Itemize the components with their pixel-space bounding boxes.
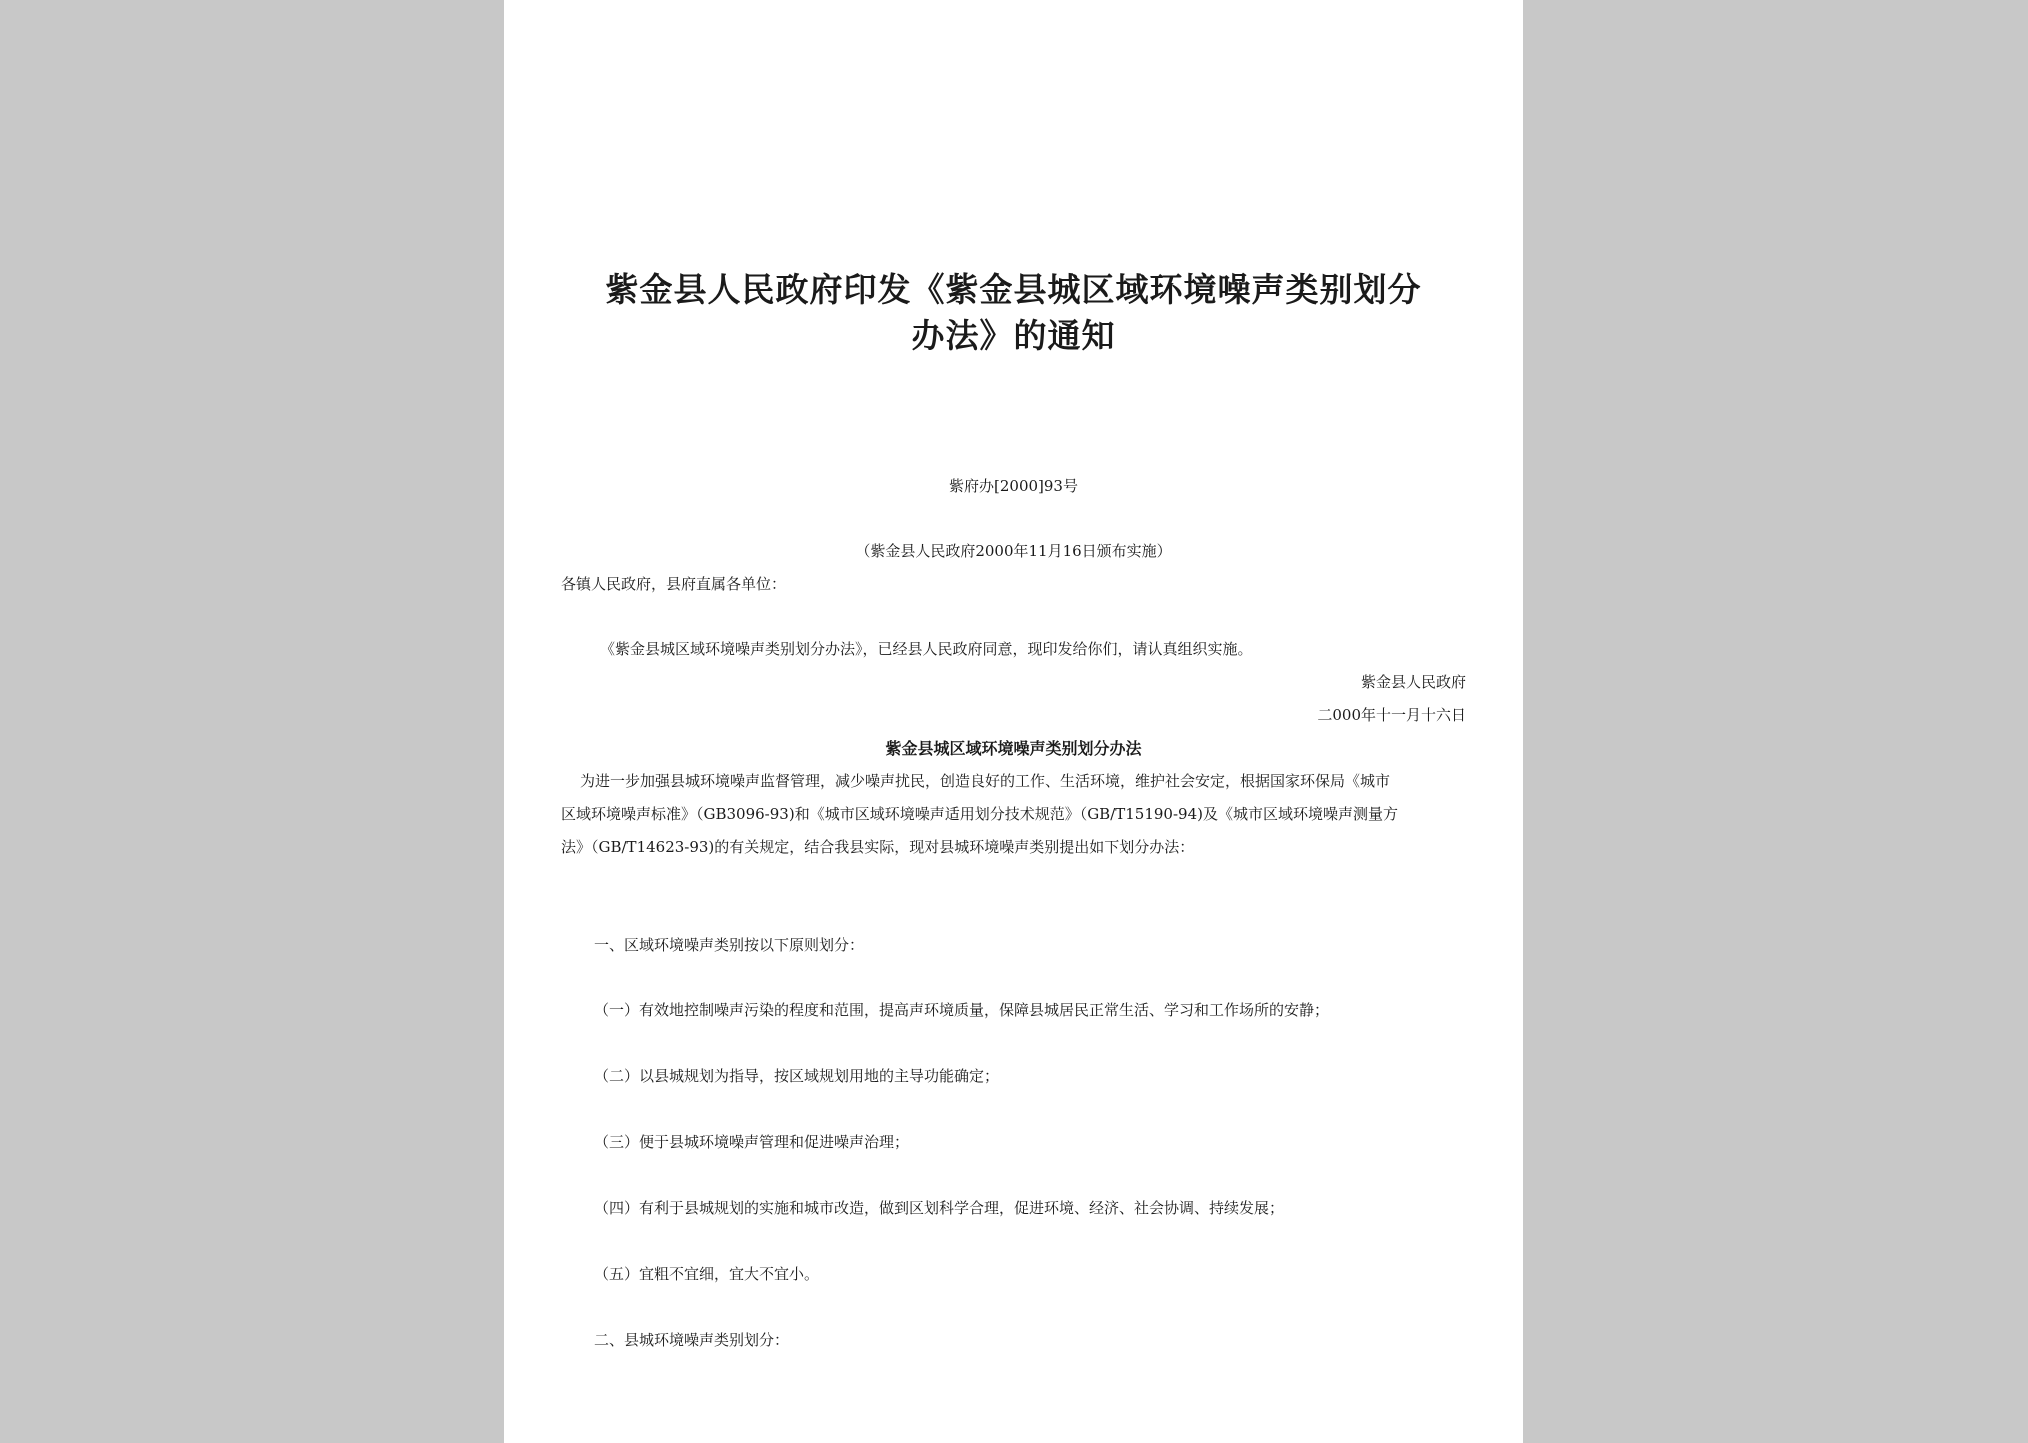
list-item: （一）有效地控制噪声污染的程度和范围，提高声环境质量，保障县城居民正常生活、学习和工作场所的安静； bbox=[594, 1001, 1330, 1019]
list-item: （二）以县城规划为指导，按区域规划用地的主导功能确定； bbox=[594, 1067, 1000, 1085]
signature-date: 二000年十一月十六日 bbox=[1317, 706, 1466, 724]
document-number: 紫府办[2000]93号 bbox=[949, 477, 1078, 495]
measure-title: 紫金县城区域环境噪声类别划分办法 bbox=[885, 739, 1142, 758]
document-title-line2: 办法》的通知 bbox=[911, 316, 1116, 355]
list-item: （五）宜粗不宜细，宜大不宜小。 bbox=[594, 1265, 820, 1283]
list-item: （三）便于县城环境噪声管理和促进噪声治理； bbox=[594, 1133, 910, 1151]
issued-note: （紫金县人民政府2000年11月16日颁布实施） bbox=[855, 542, 1172, 560]
document-title-line1: 紫金县人民政府印发《紫金县城区域环境噪声类别划分 bbox=[605, 270, 1422, 309]
intro-line-1: 为进一步加强县城环境噪声监督管理，减少噪声扰民，创造良好的工作、生活环境，维护社会安定，根据国家环保局《城市 bbox=[580, 772, 1391, 790]
intro-line-2: 区域环境噪声标准》（GB3096-93)和《城市区域环境噪声适用划分技术规范》（GB/T15190-94)及《城市区域环境噪声测量方 bbox=[561, 805, 1398, 823]
list-item: （四）有利于县城规划的实施和城市改造，做到区划科学合理，促进环境、经济、社会协调、持续发展； bbox=[594, 1199, 1285, 1217]
section-1-heading: 一、区域环境噪声类别按以下原则划分： bbox=[594, 936, 865, 954]
notice-body: 《紫金县城区域环境噪声类别划分办法》，已经县人民政府同意，现印发给你们，请认真组织实施。 bbox=[600, 640, 1253, 658]
signature-org: 紫金县人民政府 bbox=[1360, 673, 1466, 691]
addressee: 各镇人民政府，县府直属各单位： bbox=[561, 575, 787, 593]
section-2-heading: 二、县城环境噪声类别划分： bbox=[594, 1331, 790, 1349]
document-page bbox=[504, 0, 1523, 1443]
intro-line-3: 法》（GB/T14623-93)的有关规定，结合我县实际，现对县城环境噪声类别提出如下划分办法： bbox=[561, 838, 1195, 856]
